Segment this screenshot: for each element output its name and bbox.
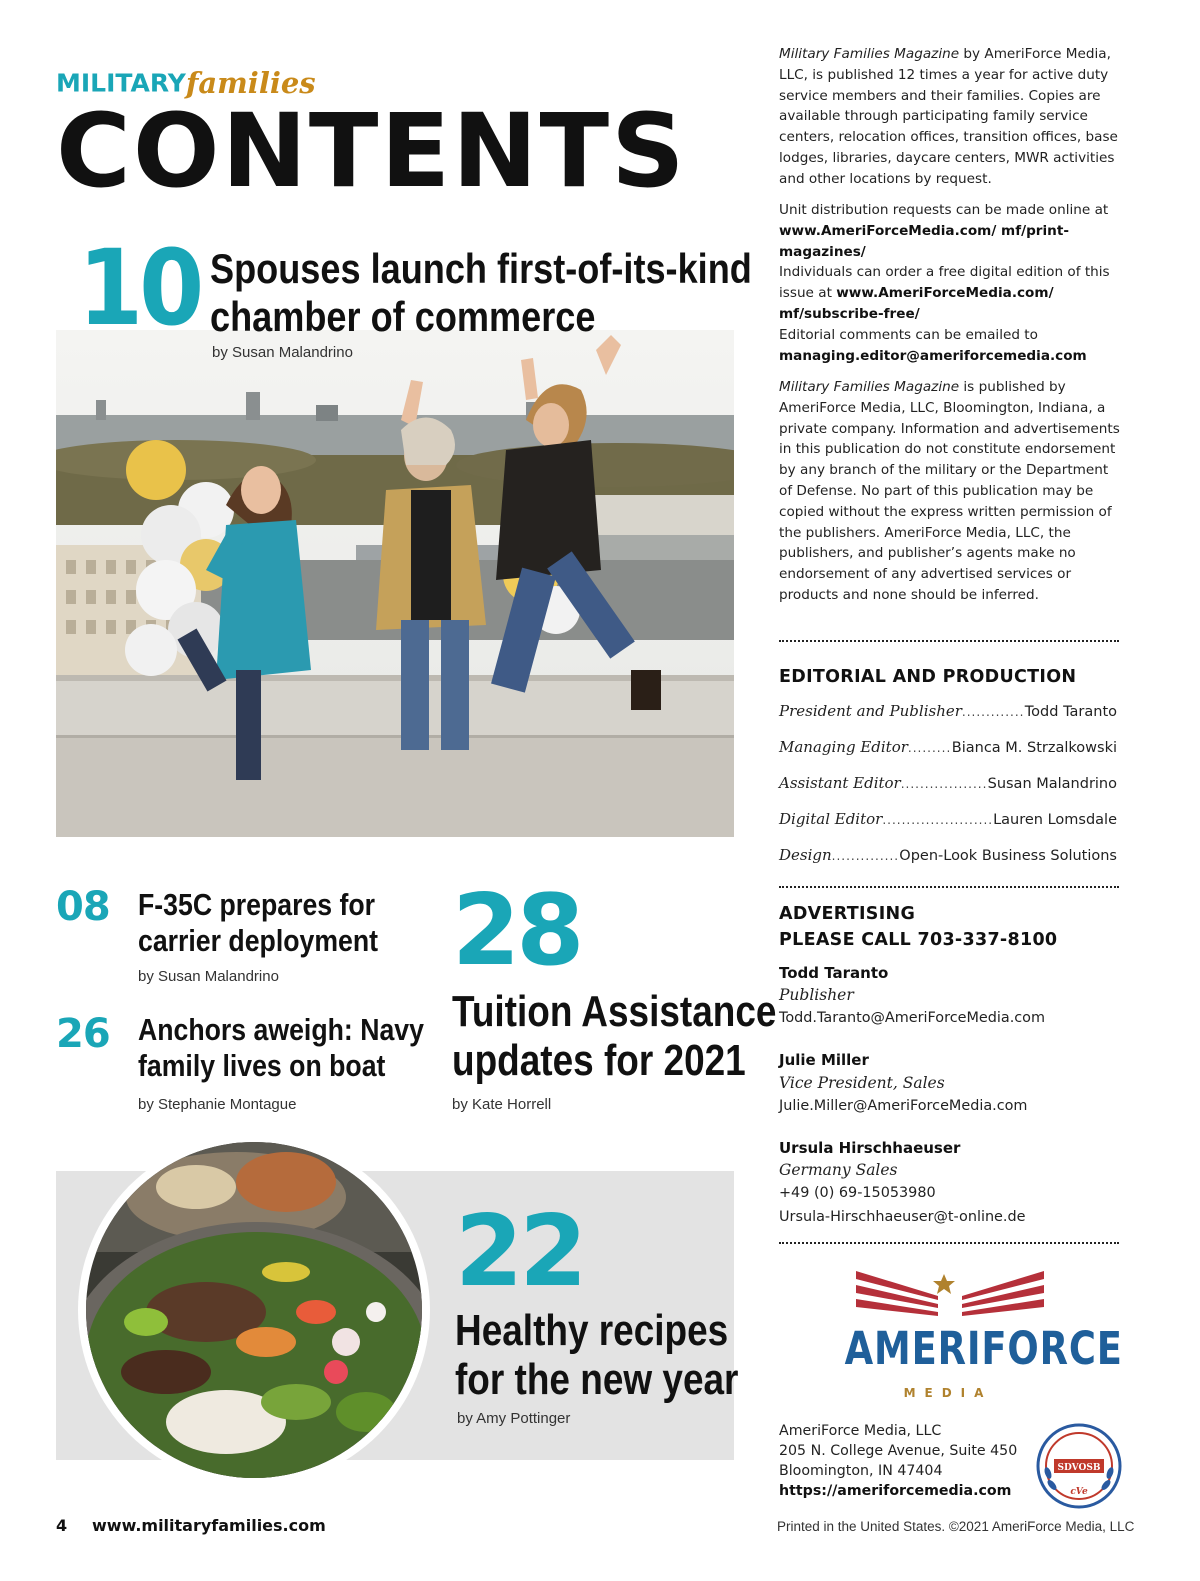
company-address: AmeriForce Media, LLC 205 N. College Avenue, Suite 450 Bloomington, IN 47404 https://ameriforcemedia.com [779, 1423, 1018, 1499]
feature-photo-illustration [56, 330, 734, 837]
contact-name: Todd Taranto [779, 964, 889, 982]
contact-email-link[interactable]: Julie.Miller@AmeriForceMedia.com [779, 1098, 1028, 1114]
story-28-title[interactable]: Tuition Assistance updates for 2021 [452, 987, 777, 1085]
story-26-title[interactable]: Anchors aweigh: Navy family lives on boat [138, 1012, 424, 1083]
contact-phone: +49 (0) 69-15053980 [779, 1185, 936, 1201]
editorial-heading: EDITORIAL AND PRODUCTION [779, 667, 1077, 687]
page-title: CONTENTS [56, 92, 687, 211]
story-22-title[interactable]: Healthy recipes for the new year [455, 1306, 739, 1404]
sdvosb-seal-icon [1036, 1423, 1122, 1509]
contact-name: Julie Miller [779, 1051, 869, 1069]
staff-row: Digital Editor ..... Lauren Lomsdale [779, 810, 1117, 828]
logo-subtitle: MEDIA [903, 1386, 993, 1400]
advertising-heading: ADVERTISING [779, 904, 916, 924]
feature-byline: by Susan Malandrino [212, 344, 353, 361]
logo-wordmark: AMERIFORCE [844, 1322, 1123, 1375]
divider [779, 1242, 1119, 1244]
divider [779, 640, 1119, 642]
contact-role: Publisher [779, 986, 854, 1004]
food-photo[interactable] [78, 1134, 430, 1486]
staff-row: Managing Editor ..... Bianca M. Strzalkowski [779, 738, 1117, 756]
story-08-title[interactable]: F-35C prepares for carrier deployment [138, 887, 379, 958]
print-magazines-link[interactable]: www.AmeriForceMedia.com/ mf/print-magazines/ [779, 222, 1069, 260]
page-number: 4 [56, 1516, 68, 1535]
staff-row: Design ..... Open-Look Business Solutions [779, 846, 1117, 864]
story-22-page-number[interactable]: 22 [455, 1195, 584, 1309]
story-22-byline: by Amy Pottinger [457, 1410, 571, 1427]
subscribe-free-link[interactable]: www.AmeriForceMedia.com/ mf/subscribe-free/ [779, 285, 1054, 322]
contact-name: Ursula Hirschhaeuser [779, 1139, 961, 1157]
staff-row: Assistant Editor ..... Susan Malandrino [779, 774, 1117, 792]
seal-text: SDVOSB [1057, 1463, 1101, 1473]
brand-military-text: MILITARY [56, 68, 186, 98]
story-08-byline: by Susan Malandrino [138, 968, 279, 985]
printed-notice: Printed in the United States. ©2021 AmeriForce Media, LLC [777, 1519, 1135, 1534]
feature-photo[interactable] [56, 330, 734, 837]
distribution-info: Unit distribution requests can be made online at www.AmeriForceMedia.com/ mf/print-magazines/ Individuals can order a free digital edition of this issue at www.AmeriForceMedia.com/ mf/subscribe-free/ Editorial comments can be emailed to managing.editor@ameriforcemedia.com [779, 202, 1110, 364]
company-website-link[interactable]: https://ameriforcemedia.com [779, 1483, 1012, 1499]
disclaimer: Military Families Magazine is published by AmeriForce Media, LLC, Bloomington, Indiana, a private company. Information and advertisements in this publication do not constitute endorsement by any branch of the military or the Department of Defense. No part of this publication may be copied without the express written permission of the publishers. AmeriForce Media, LLC, the publishers, and publisher’s agents make no endorsement of any advertised services or products and none should be inferred. [779, 379, 1120, 603]
story-26-page-number[interactable]: 26 [56, 1011, 110, 1057]
feature-page-number[interactable]: 10 [78, 227, 201, 349]
food-photo-illustration [86, 1142, 422, 1478]
contact-email-link[interactable]: Ursula-Hirschhaeuser@t-online.de [779, 1209, 1026, 1225]
story-08-page-number[interactable]: 08 [56, 884, 110, 930]
story-28-page-number[interactable]: 28 [452, 874, 581, 988]
contact-role: Germany Sales [779, 1161, 898, 1179]
story-28-byline: by Kate Horrell [452, 1096, 552, 1113]
divider [779, 886, 1119, 888]
story-26-byline: by Stephanie Montague [138, 1096, 297, 1113]
feature-title[interactable]: Spouses launch first-of-its-kind chamber of commerce [210, 245, 752, 340]
staff-row: President and Publisher ..... Todd Taranto [779, 702, 1117, 720]
publication-info: Military Families Magazine by AmeriForce Media, LLC, is published 12 times a year for active duty service members and their families. Copies are available through participating family service centers, relocation offices, transition offices, base lodges, libraries, daycare centers, MWR activities and other locations by request. [779, 46, 1118, 187]
editor-email-link[interactable]: managing.editor@ameriforcemedia.com [779, 347, 1087, 364]
advertising-phone: PLEASE CALL 703-337-8100 [779, 930, 1058, 950]
seal-subtext: cVe [1070, 1487, 1088, 1497]
brand-families-text: families [185, 66, 316, 100]
contact-role: Vice President, Sales [779, 1074, 945, 1092]
footer-url-link[interactable]: www.militaryfamilies.com [92, 1516, 326, 1535]
contact-email-link[interactable]: Todd.Taranto@AmeriForceMedia.com [779, 1010, 1046, 1026]
